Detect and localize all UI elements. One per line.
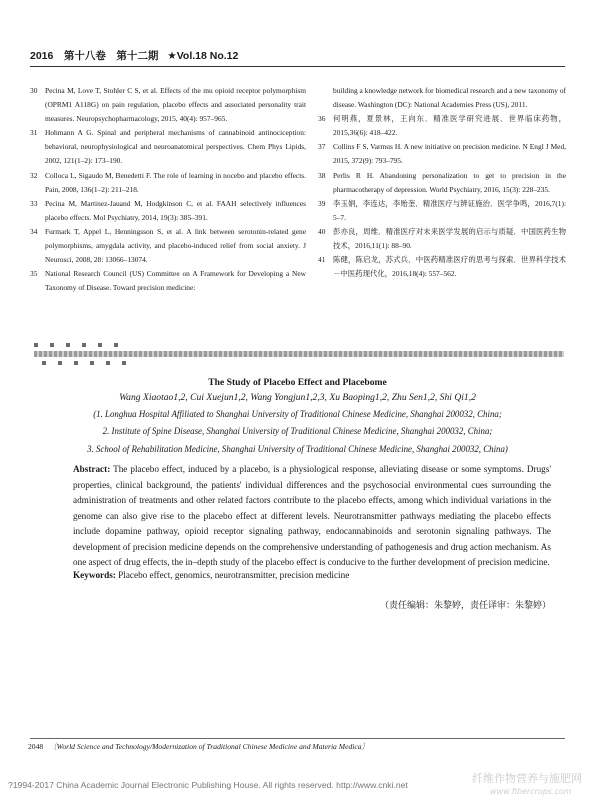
reference-item: 35 National Research Council (US) Committee on A Framework for Developing a New Taxonomy of Disease. Toward precision medicine:: [30, 269, 306, 293]
affiliation-1: (1. Longhua Hospital Affiliated to Shanghai University of Traditional Chinese Medicine, Shanghai 200032, China;: [93, 409, 502, 419]
references-left-column: [30, 84, 306, 295]
reference-item: 37 Collins F S, Varmus H. A new initiative on precision medicine. N Engl J Med, 2015, 372(9): 793–795.: [318, 142, 566, 166]
reference-item: 34 Furmark T, Appel L, Henningsson S, et al. A link between serotonin-related gene polymorphisms, amygdala activity, and placebo-induced relief from social anxiety. J Neurosci, 2008, 28: 13066–13074.: [30, 226, 306, 265]
keywords-label: Keywords:: [73, 570, 116, 580]
reference-item: building a knowledge network for biomedical research and a new taxonomy of disease. Washington (DC): National Academies Press (US), 2011.: [333, 86, 566, 110]
watermark: [472, 772, 582, 798]
reference-item: 30 Pecina M, Love T, Stohler C S, et al. Effects of the mu opioid receptor polymorphism (OPRM1 A118G) on pain regulation, placebo effects and associated personality trait measures. Neuropsychopharmacology, 2015, 40(4): 957–965.: [30, 86, 306, 124]
editor-note: （责任编辑：朱黎婷，责任译审：朱黎婷）: [379, 601, 551, 611]
footer-rule: [30, 738, 565, 739]
reference-item: 32 Colloca L, Sigaudo M, Benedetti F. The role of learning in nocebo and placebo effects. Pain, 2008, 136(1–2): 211–218.: [30, 170, 306, 194]
english-title: The Study of Placebo Effect and Placebome: [208, 377, 387, 388]
reference-item: 39 李玉娟，李连达，李贻奎．精准医疗与辨证施治．医学争鸣，2016,7(1): 5–7.: [318, 198, 566, 222]
abstract-label: Abstract:: [73, 464, 111, 474]
header-volume-en: ★Vol.18 No.12: [167, 50, 239, 62]
english-keywords: [73, 570, 551, 580]
english-authors: Wang Xiaotao1,2, Cui Xuejun1,2, Wang Yongjun1,2,3, Xu Baoping1,2, Zhu Sen1,2, Shi Qi1,2: [119, 392, 476, 403]
watermark-text: 纤维作物营养与施肥网: [472, 772, 582, 785]
reference-item: 41 陈健，陈启龙，苏式兵．中医药精准医疗的思考与探索．世界科学技术－中医药现代化，2016,18(4): 557–562.: [318, 255, 566, 279]
abstract-text: The placebo effect, induced by a placebo, is a physiological response, alleviating disease or some symptoms. Drugs' properties, clinical background, the patients' individual differences and the psychosocial environmental cues surrounding the administration of treatments and other related factors contribute to the placebo effects, among which individual variations in the genome can also give rise to the placebo effect at different levels. Neurotransmitter pathways mediating the placebo effects include dopamine pathway, opioid receptor signaling pathway, endocannabinoids and serotonin signaling pathways. The development of precision medicine depends on the comprehensive understanding of pathogenesis and drug action mechanism. As one aspect of drug effects, the in–depth study of the placebo effect is conducive to the further development of precision medicine.: [73, 464, 551, 567]
watermark-url: www.fibercrops.com: [490, 787, 572, 796]
references-right-column: [318, 84, 566, 281]
affiliation-2: 2. Institute of Spine Disease, Shanghai University of Traditional Chinese Medicine, Shanghai 200032, China;: [102, 426, 493, 436]
header-rule: [30, 66, 565, 67]
page-number: 2048: [28, 742, 44, 751]
running-header: [30, 48, 570, 63]
header-issue: 2016 第十八卷 第十二期: [30, 50, 159, 62]
reference-item: 38 Perlis R H. Abandoning personalization to get to precision in the pharmacotherapy of depression. World Psychiatry, 2016, 15(3): 228–235.: [318, 170, 566, 194]
section-divider: [34, 341, 564, 367]
reference-item: 36 何明燕，夏景林，王向东．精准医学研究进展．世界临床药物，2015,36(6): 418–422.: [318, 114, 566, 138]
reference-item: 40 彭亦良，周维．精准医疗对未来医学发展的启示与质疑．中国医药生物技术，2016,11(1): 88–90.: [318, 226, 566, 251]
page-footer: [28, 741, 369, 752]
english-abstract: [73, 462, 551, 571]
journal-name: 〔World Science and Technology/Modernization of Traditional Chinese Medicine and Materia Medica〕: [49, 742, 370, 751]
keywords-text: Placebo effect, genomics, neurotransmitter, precision medicine: [118, 570, 350, 580]
reference-item: 31 Hohmann A G. Spinal and peripheral mechanisms of cannabinoid antinociception: behavioral, neurophysiological and neuroanatomical perspectives. Chem Phys Lipids, 2002, 121(1–2): 173–190.: [30, 128, 306, 166]
copyright-line: ?1994-2017 China Academic Journal Electronic Publishing House. All rights reserved. http://www.cnki.net: [8, 780, 408, 790]
reference-item: 33 Pecina M, Martinez-Jauand M, Hodgkinson C, et al. FAAH selectively influences placebo effects. Mol Psychiatry, 2014, 19(3): 385–391.: [30, 198, 306, 222]
affiliation-3: 3. School of Rehabilitation Medicine, Shanghai University of Traditional Chinese Medicine, Shanghai 200032, China): [87, 444, 508, 454]
